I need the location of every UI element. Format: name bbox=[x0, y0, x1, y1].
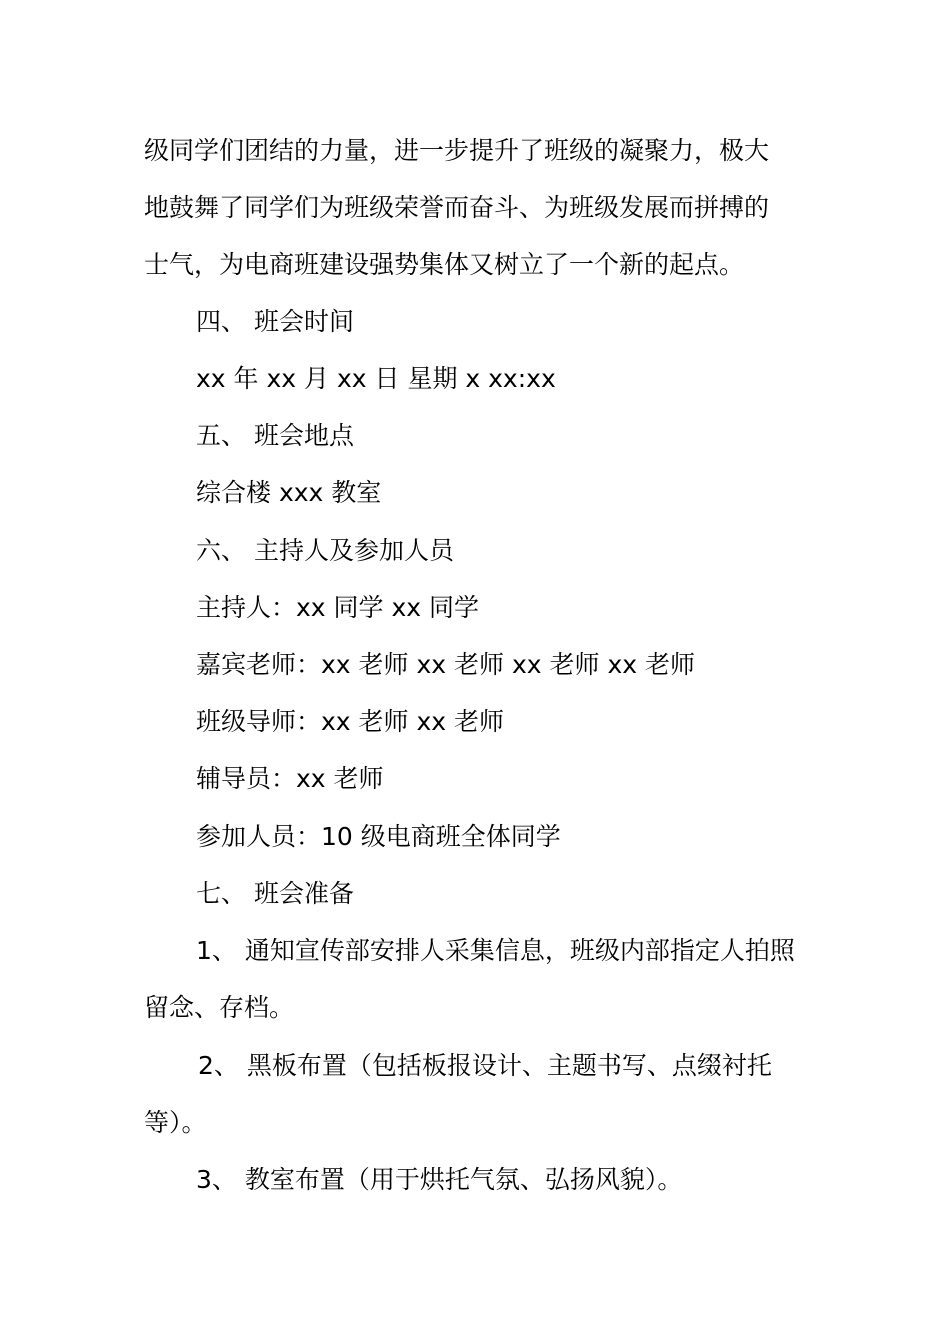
counselor-line: 辅导员：xx 老师 bbox=[196, 764, 384, 793]
list-item: 3、 教室布置（用于烘托气氛、弘扬风貌）。 bbox=[196, 1165, 683, 1194]
paragraph-line: 士气，为电商班建设强势集体又树立了一个新的起点。 bbox=[144, 250, 745, 279]
list-item-continuation: 等）。 bbox=[144, 1108, 207, 1137]
section-heading: 六、 主持人及参加人员 bbox=[196, 536, 454, 565]
list-item-continuation: 留念、存档。 bbox=[144, 993, 295, 1022]
list-item: 2、 黑板布置（包括板报设计、主题书写、点缀衬托 bbox=[198, 1051, 772, 1080]
class-mentor-line: 班级导师：xx 老师 xx 老师 bbox=[196, 707, 505, 736]
meeting-time: xx 年 xx 月 xx 日 星期 x xx:xx bbox=[196, 364, 556, 393]
list-item: 1、 通知宣传部安排人采集信息，班级内部指定人拍照 bbox=[196, 936, 795, 965]
paragraph-line: 地鼓舞了同学们为班级荣誉而奋斗、为班级发展而拼搏的 bbox=[144, 193, 770, 222]
meeting-location: 综合楼 xxx 教室 bbox=[196, 478, 382, 507]
section-heading: 七、 班会准备 bbox=[196, 879, 354, 908]
section-heading: 五、 班会地点 bbox=[196, 421, 354, 450]
guest-teachers-line: 嘉宾老师：xx 老师 xx 老师 xx 老师 xx 老师 bbox=[196, 650, 695, 679]
section-heading: 四、 班会时间 bbox=[196, 307, 354, 336]
participants-line: 参加人员：10 级电商班全体同学 bbox=[196, 822, 561, 851]
paragraph-line: 级同学们团结的力量，进一步提升了班级的凝聚力，极大 bbox=[144, 136, 770, 165]
host-line: 主持人：xx 同学 xx 同学 bbox=[196, 593, 480, 622]
